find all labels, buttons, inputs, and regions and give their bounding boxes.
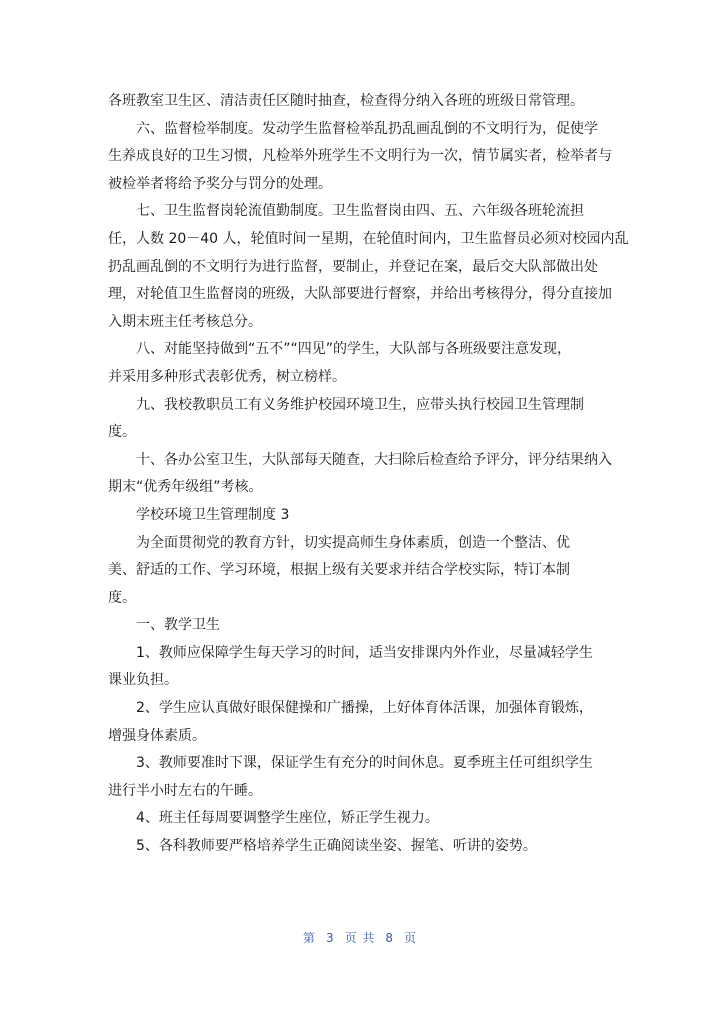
text-line: 度。 xyxy=(108,589,136,606)
text-line: 4、班主任每周要调整学生座位，矫正学生视力。 xyxy=(136,810,439,827)
footer-suffix: 页 xyxy=(404,931,418,945)
paragraph xyxy=(108,612,618,640)
paragraph xyxy=(108,750,618,805)
footer-page-number: 3 xyxy=(325,931,335,945)
text-line: 扔乱画乱倒的不文明行为进行监督，要制止，并登记在案，最后交大队部做出处 xyxy=(108,258,598,275)
text-line: 美、舒适的工作、学习环境，根据上级有关要求并结合学校实际，特订本制 xyxy=(108,562,570,579)
text-line: 并采用多种形式表彰优秀，树立榜样。 xyxy=(108,368,346,385)
text-line: 课业负担。 xyxy=(108,672,178,689)
paragraph xyxy=(108,805,618,833)
text-line: 为全面贯彻党的教育方针，切实提高师生身体素质，创造一个整洁、优 xyxy=(136,534,570,551)
text-line: 十、各办公室卫生，大队部每天随查，大扫除后检查给予评分，评分结果纳入 xyxy=(136,451,612,468)
paragraph xyxy=(108,833,618,861)
footer-middle: 页 共 xyxy=(344,931,376,945)
text-line: 5、各科教师要严格培养学生正确阅读坐姿、握笔、听讲的姿势。 xyxy=(136,838,537,855)
paragraph xyxy=(108,447,618,502)
text-line: 一、教学卫生 xyxy=(136,617,220,634)
text-line: 生养成良好的卫生习惯，凡检举外班学生不文明行为一次，情节属实者，检举者与 xyxy=(108,148,612,165)
paragraph xyxy=(108,336,618,391)
text-line: 六、监督检举制度。发动学生监督检举乱扔乱画乱倒的不文明行为，促使学 xyxy=(136,120,598,137)
text-line: 各班教室卫生区、清洁责任区随时抽查，检查得分纳入各班的班级日常管理。 xyxy=(108,93,584,109)
text-line: 八、对能坚持做到“五不”“四见”的学生，大队部与各班级要注意发现， xyxy=(136,341,572,358)
text-line: 度。 xyxy=(108,424,136,441)
text-line: 入期末班主任考核总分。 xyxy=(108,313,262,330)
paragraph xyxy=(108,116,618,199)
paragraph xyxy=(108,640,618,695)
text-line: 期末“优秀年级组”考核。 xyxy=(108,479,263,496)
document-body xyxy=(108,88,629,861)
text-line: 增强身体素质。 xyxy=(108,727,206,744)
text-line: 学校环境卫生管理制度 3 xyxy=(136,506,290,523)
text-line: 七、卫生监督岗轮流值勤制度。卫生监督岗由四、五、六年级各班轮流担 xyxy=(136,203,584,220)
text-line: 进行半小时左右的午睡。 xyxy=(108,782,262,799)
text-line: 理，对轮值卫生监督岗的班级，大队部要进行督察，并给出考核得分，得分直接加 xyxy=(108,286,612,303)
paragraph xyxy=(108,530,618,613)
text-line: 2、学生应认真做好眼保健操和广播操，上好体育体活课，加强体育锻炼， xyxy=(136,700,593,717)
paragraph xyxy=(108,198,629,336)
paragraph xyxy=(108,502,618,530)
footer-total-pages: 8 xyxy=(385,931,395,945)
text-line: 1、教师应保障学生每天学习的时间，适当安排课内外作业，尽量减轻学生 xyxy=(136,644,593,661)
footer-prefix: 第 xyxy=(302,931,316,945)
text-line: 3、教师要准时下课，保证学生有充分的时间休息。夏季班主任可组织学生 xyxy=(136,755,593,772)
paragraph xyxy=(108,88,618,116)
text-line: 九、我校教职员工有义务维护校园环境卫生，应带头执行校园卫生管理制 xyxy=(136,396,584,413)
paragraph xyxy=(108,695,618,750)
text-line: 被检举者将给予奖分与罚分的处理。 xyxy=(108,175,332,192)
text-line: 任，人数 20－40 人，轮值时间一星期，在轮值时间内，卫生监督员必须对校园内乱 xyxy=(108,230,629,247)
page-footer xyxy=(0,929,720,946)
paragraph xyxy=(108,392,618,447)
